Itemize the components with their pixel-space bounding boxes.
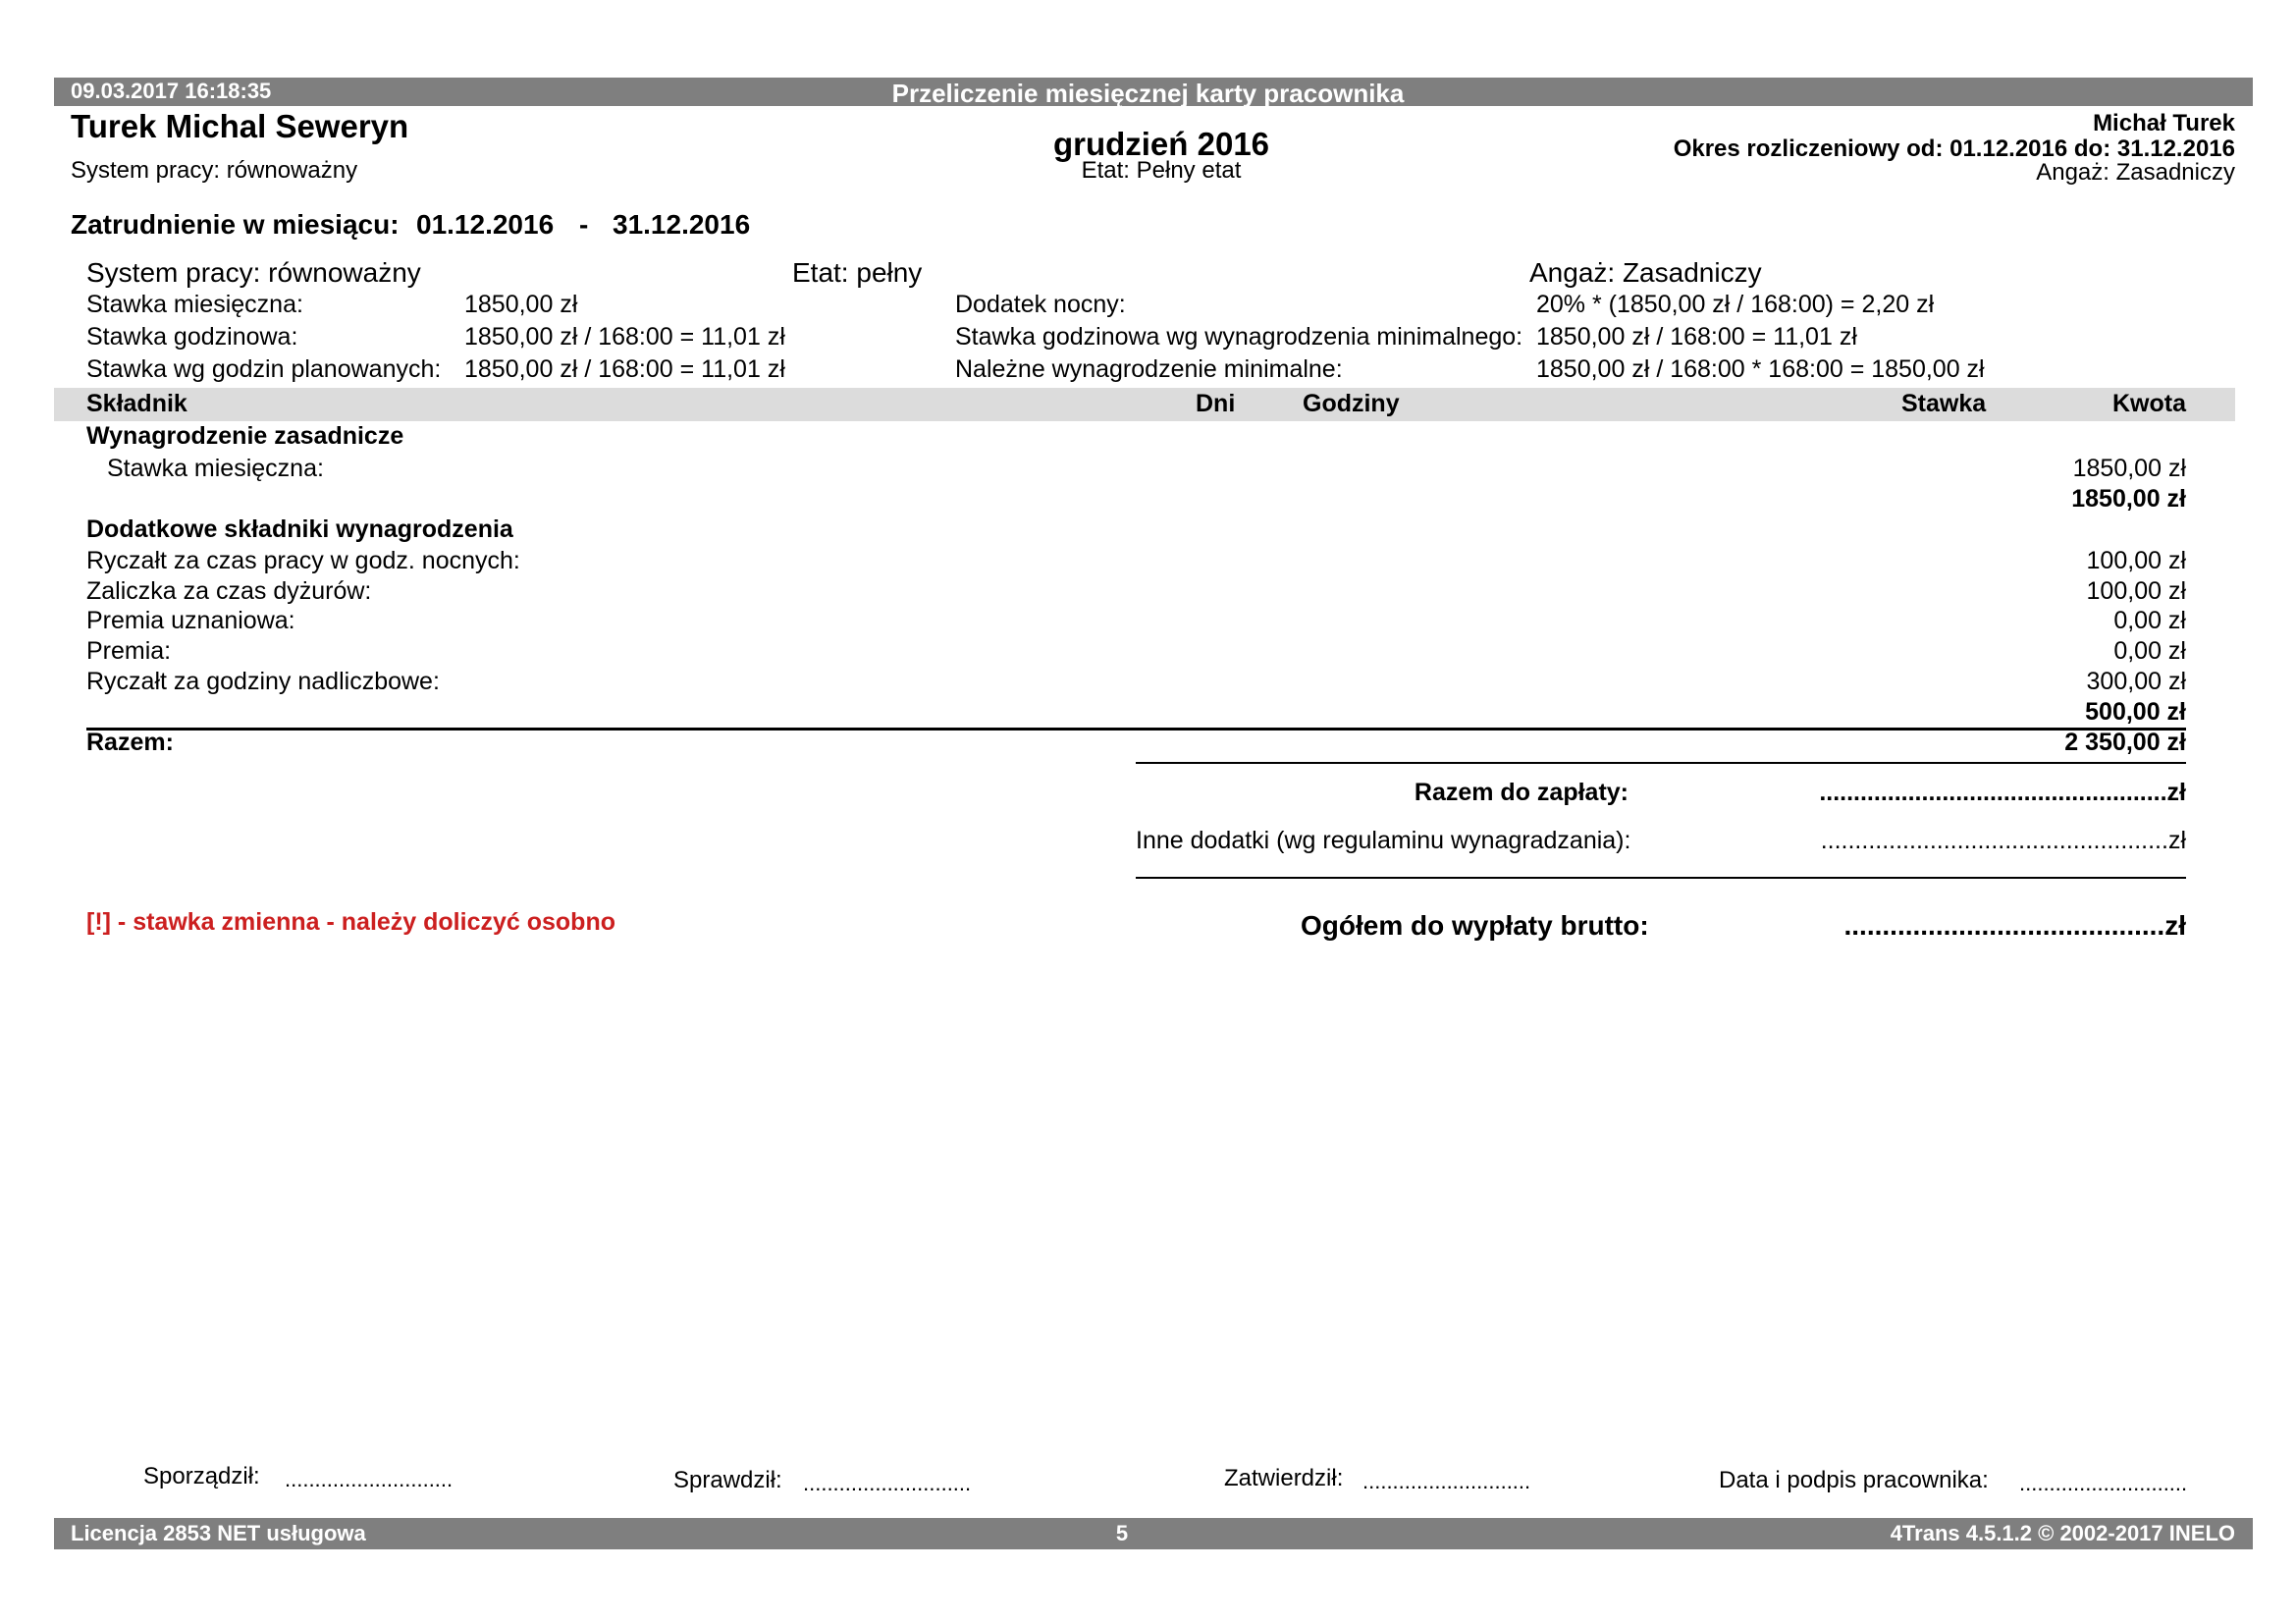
- column-header-component: Składnik: [86, 390, 187, 417]
- section-title: Dodatkowe składniki wynagrodzenia: [86, 515, 513, 543]
- rates-angaz: Angaż: Zasadniczy: [1529, 257, 1762, 288]
- column-header-amount: Kwota: [2112, 390, 2186, 417]
- signature-dots: ............................: [1362, 1469, 1531, 1493]
- signature-dots: ............................: [2019, 1471, 2188, 1495]
- month-title: grudzień 2016: [1052, 126, 1270, 162]
- table-row-amount: 0,00 zł: [2113, 607, 2186, 634]
- table-row-label: Zaliczka za czas dyżurów:: [86, 577, 372, 605]
- column-header-rate: Stawka: [1901, 390, 1987, 417]
- report-title: Przeliczenie miesięcznej karty pracownika: [891, 79, 1405, 108]
- settlement-period: Okres rozliczeniowy od: 01.12.2016 do: 31.12.2016: [1673, 135, 2235, 162]
- employment-label: Zatrudnienie w miesiącu:: [71, 209, 400, 240]
- column-header-days: Dni: [1196, 390, 1236, 417]
- variable-rate-warning: [!] - stawka zmienna - należy doliczyć osobno: [86, 908, 615, 936]
- section-subtotal: 500,00 zł: [2085, 698, 2186, 726]
- table-row-label: Ryczałt za czas pracy w godz. nocnych:: [86, 547, 520, 574]
- rate-label: Stawka miesięczna:: [86, 291, 303, 318]
- rate-label: Dodatek nocny:: [955, 291, 1126, 318]
- employment-dash: -: [579, 209, 589, 240]
- section-title: Wynagrodzenie zasadnicze: [86, 422, 404, 450]
- signature-dots: ............................: [803, 1471, 972, 1495]
- signature-label: Zatwierdził:: [1224, 1465, 1344, 1491]
- rates-etat: Etat: pełny: [792, 257, 923, 288]
- right-employee-name: Michał Turek: [2093, 110, 2235, 136]
- software-version: 4Trans 4.5.1.2 © 2002-2017 INELO: [1890, 1521, 2235, 1545]
- rate-value: 1850,00 zł / 168:00 = 11,01 zł: [464, 355, 785, 383]
- table-row-label: Stawka miesięczna:: [107, 455, 324, 482]
- rate-value: 1850,00 zł / 168:00 = 11,01 zł: [1536, 323, 1857, 351]
- summary-divider-bottom: [1136, 877, 2186, 879]
- employee-name: Turek Michal Seweryn: [71, 108, 409, 144]
- page-number: 5: [1115, 1521, 1129, 1545]
- other-additions-label: Inne dodatki (wg regulaminu wynagradzania):: [1136, 827, 1631, 854]
- signature-label: Data i podpis pracownika:: [1719, 1467, 1989, 1493]
- signature-label: Sprawdził:: [673, 1467, 782, 1493]
- rate-label: Stawka godzinowa:: [86, 323, 298, 351]
- to-pay-label: Razem do zapłaty:: [1414, 779, 1629, 806]
- rate-value: 1850,00 zł: [464, 291, 578, 318]
- other-additions-value: ...................................................zł: [1820, 827, 2186, 854]
- total-label: Razem:: [86, 729, 174, 756]
- table-row-label: Ryczałt za godziny nadliczbowe:: [86, 668, 440, 695]
- table-row-amount: 100,00 zł: [2086, 547, 2186, 574]
- gross-total-label: Ogółem do wypłaty brutto:: [1301, 910, 1649, 941]
- employment-to: 31.12.2016: [613, 209, 751, 240]
- gross-total-value: ..........................................zł: [1843, 910, 2186, 941]
- summary-divider-top: [1136, 762, 2186, 764]
- signature-dots: ............................: [285, 1467, 454, 1491]
- rate-label: Stawka godzinowa wg wynagrodzenia minimalnego:: [955, 323, 1523, 351]
- table-row-amount: 0,00 zł: [2113, 637, 2186, 665]
- rate-label: Należne wynagrodzenie minimalne:: [955, 355, 1343, 383]
- angaz-label: Angaż: Zasadniczy: [2036, 159, 2235, 186]
- table-row-label: Premia:: [86, 637, 172, 665]
- table-row-amount: 1850,00 zł: [2072, 455, 2186, 482]
- employment-from: 01.12.2016: [416, 209, 555, 240]
- to-pay-value: ...................................................zł: [1819, 779, 2186, 806]
- total-divider: [86, 728, 2186, 731]
- rate-label: Stawka wg godzin planowanych:: [86, 355, 442, 383]
- table-row-amount: 100,00 zł: [2086, 577, 2186, 605]
- rates-system: System pracy: równoważny: [86, 257, 421, 288]
- table-row-amount: 300,00 zł: [2086, 668, 2186, 695]
- print-datetime: 09.03.2017 16:18:35: [71, 79, 272, 103]
- section-subtotal: 1850,00 zł: [2071, 485, 2186, 513]
- rate-value: 1850,00 zł / 168:00 * 168:00 = 1850,00 zł: [1536, 355, 1985, 383]
- signature-label: Sporządził:: [143, 1463, 260, 1489]
- table-row-label: Premia uznaniowa:: [86, 607, 295, 634]
- total-value: 2 350,00 zł: [2064, 729, 2186, 756]
- license-info: Licencja 2853 NET usługowa: [71, 1521, 366, 1545]
- work-system: System pracy: równoważny: [71, 157, 358, 184]
- rate-value: 1850,00 zł / 168:00 = 11,01 zł: [464, 323, 785, 351]
- rate-value: 20% * (1850,00 zł / 168:00) = 2,20 zł: [1536, 291, 1935, 318]
- column-header-hours: Godziny: [1303, 390, 1400, 417]
- etat-label: Etat: Pełny etat: [1081, 157, 1242, 184]
